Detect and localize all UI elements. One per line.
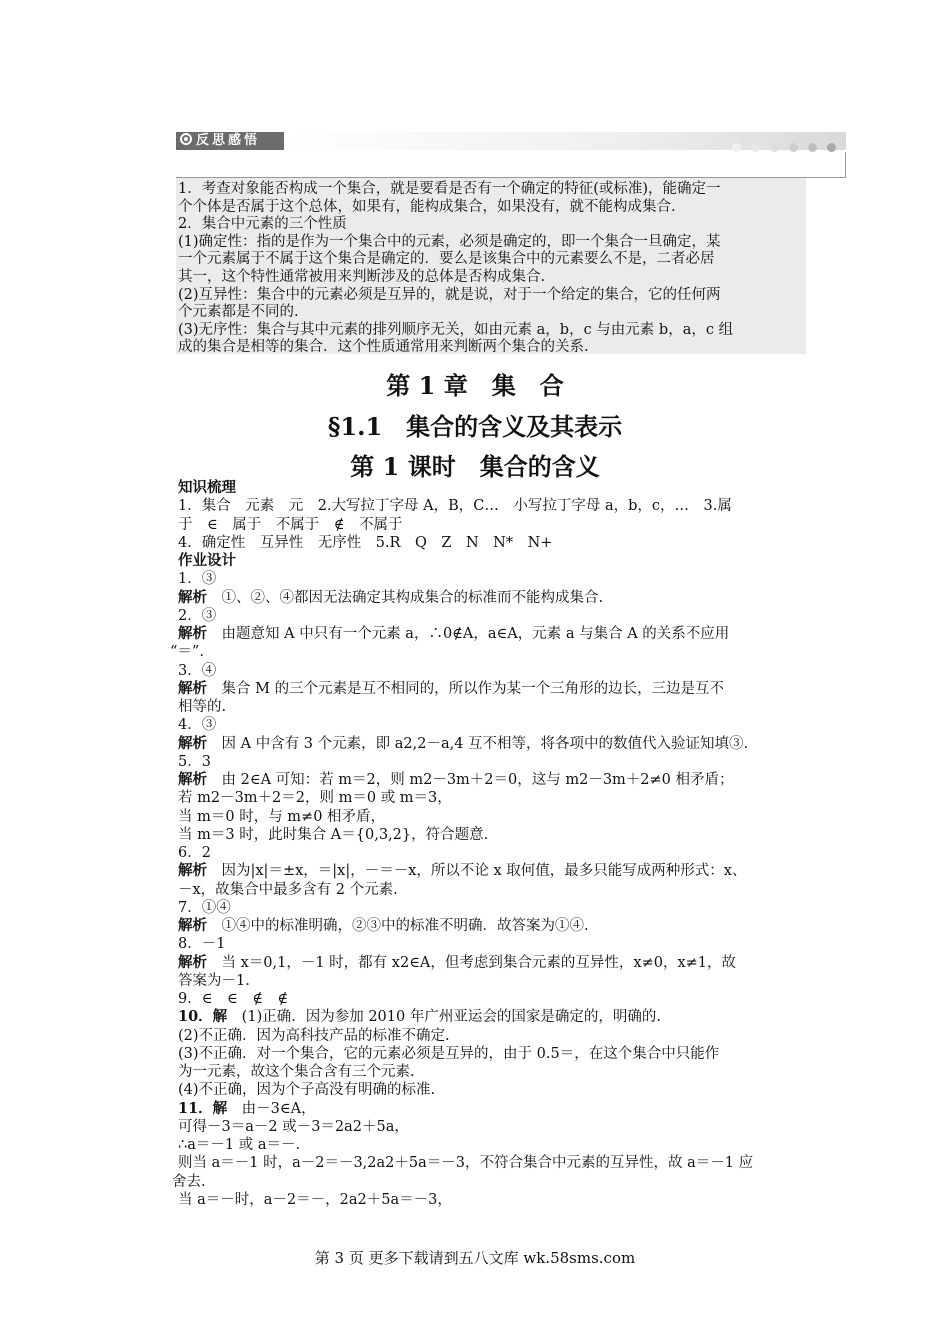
banner-frame: [176, 152, 846, 178]
line-label: 作业设计: [178, 552, 236, 569]
labeled-line: [178, 917, 589, 935]
text-line: [178, 662, 216, 680]
labeled-line: [178, 1100, 316, 1118]
reflection-line: 1．考查对象能否构成一个集合，就是要看是否有一个确定的特征(或标准)，能确定一: [178, 181, 721, 197]
line-text: 当 m＝3 时，此时集合 A＝{0,3,2}，符合题意.: [178, 826, 489, 843]
banner-dot: [770, 143, 779, 152]
line-text: 于 ∈ 属于 不属于 ∉ 不属于: [178, 516, 403, 533]
reflection-line: 一个元素属于不属于这个集合是确定的．要么是该集合中的元素要么不是，二者必居: [178, 251, 715, 268]
line-text: 5．3: [178, 753, 211, 770]
text-line: [178, 935, 225, 953]
banner-label: [176, 132, 284, 150]
reflection-line: 成的集合是相等的集合．这个性质通常用来判断两个集合的关系.: [178, 339, 589, 356]
line-text: 当 x＝0,1，－1 时，都有 x2∈A，但考虑到集合元素的互异性，x≠0，x≠1，故: [207, 954, 736, 971]
reflection-line: (3)无序性：集合与其中元素的排列顺序无关，如由元素 a，b，c 与由元素 b，a，c 组: [178, 321, 734, 338]
line-label: 解析: [178, 862, 207, 880]
line-text: 1．集合 元素 元 2.大写拉丁字母 A，B，C… 小写拉丁字母 a，b，c，… 3.属: [178, 498, 732, 515]
page-footer: 第 3 页 更多下载请到五八文库 wk.58sms.com: [314, 1249, 636, 1267]
reflection-line: 2．集合中元素的三个性质: [178, 216, 347, 233]
reflection-line: (2)互异性：集合中的元素必须是互异的，就是说，对于一个给定的集合，它的任何两: [178, 286, 721, 303]
labeled-line: [178, 735, 748, 753]
text-line: [178, 753, 211, 771]
line-text: 则当 a＝－1 时，a－2＝－3,2a2＋5a＝－3，不符合集合中元素的互异性，故 a＝－1 应: [178, 1155, 754, 1172]
banner-bar: [286, 132, 846, 150]
line-text: 因为|x|＝±x，＝|x|，－＝－x，所以不论 x 取何值，最多只能写成两种形式：x、: [207, 863, 747, 880]
line-text: 因 A 中含有 3 个元素，即 a2,2－a,4 互不相等，将各项中的数值代入验证知填③.: [207, 735, 749, 752]
text-line: [178, 1191, 452, 1209]
chapter-title: 第 1 章 集 合: [386, 371, 564, 400]
target-icon: [180, 133, 192, 145]
text-line: [178, 607, 216, 625]
line-text: (4)不正确，因为个子高没有明确的标准.: [178, 1082, 436, 1099]
line-text: 8．－1: [178, 936, 226, 953]
text-line: [178, 516, 402, 534]
text-line: [178, 570, 216, 588]
reflection-line: (1)确定性：指的是作为一个集合中的元素，必须是确定的，即一个集合一旦确定，某: [178, 233, 721, 250]
line-label: 知识梳理: [178, 479, 236, 496]
line-text: 当 m＝0 时，与 m≠0 相矛盾，: [178, 808, 386, 825]
labeled-line: [178, 862, 746, 880]
line-label: 解析: [178, 588, 207, 606]
line-label: 解析: [178, 917, 207, 934]
line-label: 11．解: [178, 1099, 228, 1117]
line-text: －x，故集合中最多含有 2 个元素.: [178, 881, 398, 898]
lesson-title: 第 1 课时 集合的含义: [350, 452, 600, 481]
text-line: [178, 881, 398, 899]
text-line: [178, 716, 216, 734]
line-text: 可得－3＝a－2 或－3＝2a2＋5a，: [178, 1118, 409, 1135]
labeled-line: [178, 680, 724, 698]
banner-dot: [827, 143, 836, 152]
line-text: 若 m2－3m＋2＝2，则 m＝0 或 m＝3，: [178, 790, 452, 807]
line-text: 1．③: [178, 571, 217, 588]
line-text: 为一元素，故这个集合含有三个元素.: [178, 1064, 415, 1080]
line-text: 答案为－1.: [178, 972, 250, 989]
text-line: [178, 1136, 300, 1154]
text-line: [172, 1173, 206, 1191]
line-text: 由 2∈A 可知：若 m＝2，则 m2－3m＋2＝0，这与 m2－3m＋2≠0 相矛盾；: [207, 772, 734, 788]
text-line: [178, 1118, 409, 1136]
labeled-line: [178, 552, 236, 570]
section-banner: [176, 130, 846, 152]
line-text: 4．③: [178, 717, 217, 734]
labeled-line: [178, 954, 736, 972]
line-text: 集合 M 的三个元素是互不相同的，所以作为某一个三角形的边长，三边是互不: [207, 680, 725, 697]
line-text: 相等的.: [178, 699, 227, 715]
line-text: 4．确定性 互异性 无序性 5.R Q Z N N* N+: [178, 534, 553, 551]
text-line: [178, 1045, 719, 1063]
text-line: [178, 698, 226, 716]
labeled-line: [178, 589, 603, 607]
line-label: 10．解: [178, 1008, 228, 1026]
text-line: [178, 990, 288, 1008]
text-line: [178, 899, 231, 917]
text-line: [178, 497, 732, 515]
text-line: [178, 534, 552, 552]
text-line: [178, 1063, 415, 1081]
line-text: 由题意知 A 中只有一个元素 a，∴0∉A，a∈A，元素 a 与集合 A 的关系不应用: [207, 626, 730, 642]
line-label: 解析: [178, 625, 207, 642]
text-line: [178, 1081, 435, 1099]
line-label: 解析: [178, 953, 207, 971]
labeled-line: [178, 1008, 661, 1026]
line-text: 2．③: [178, 607, 217, 624]
banner-dot: [808, 143, 817, 152]
text-line: [178, 1027, 450, 1045]
line-text: (3)不正确．对一个集合，它的元素必须是互异的，由于 0.5＝，在这个集合中只能作: [178, 1045, 720, 1062]
text-line: [178, 844, 211, 862]
line-text: 3．④: [178, 662, 217, 679]
line-text: 9．∈ ∈ ∉ ∉: [178, 991, 289, 1007]
line-text: (2)不正确．因为高科技产品的标准不确定.: [178, 1027, 450, 1044]
line-text: (1)正确．因为参加 2010 年广州亚运会的国家是确定的，明确的.: [227, 1009, 661, 1026]
line-text: 6．2: [178, 845, 211, 861]
line-label: 解析: [178, 734, 207, 752]
section-title: §1.1 集合的含义及其表示: [327, 412, 623, 441]
line-label: 解析: [178, 679, 207, 697]
text-line: [178, 826, 488, 844]
line-text: 由－3∈A，: [227, 1100, 316, 1117]
labeled-line: [178, 625, 729, 643]
banner-dot: [789, 143, 798, 152]
banner-dot: [732, 143, 741, 152]
line-text: 舍去.: [172, 1173, 206, 1190]
line-text: ∴a＝－1 或 a＝－.: [178, 1137, 301, 1153]
text-line: [170, 643, 204, 661]
reflection-line: 个元素都是不同的.: [178, 304, 299, 321]
line-label: 解析: [178, 771, 207, 788]
line-text: “＝”.: [170, 644, 204, 661]
labeled-line: [178, 479, 236, 497]
text-line: [178, 1154, 753, 1172]
line-text: 当 a＝－时，a－2＝－，2a2＋5a＝－3，: [178, 1191, 452, 1208]
text-line: [178, 972, 250, 990]
text-line: [178, 808, 385, 826]
labeled-line: [178, 771, 734, 789]
reflection-line: 个个体是否属于这个总体，如果有，能构成集合，如果没有，就不能构成集合.: [178, 198, 676, 215]
line-text: 7．①④: [178, 899, 231, 916]
banner-label-text: 反思感悟: [196, 133, 261, 148]
banner-dot: [751, 143, 760, 152]
line-text: ①、②、④都因无法确定其构成集合的标准而不能构成集合.: [207, 589, 604, 606]
text-line: [178, 789, 452, 807]
reflection-line: 其一，这个特性通常被用来判断涉及的总体是否构成集合.: [178, 269, 546, 285]
line-text: ①④中的标准明确，②③中的标准不明确．故答案为①④.: [207, 918, 589, 934]
